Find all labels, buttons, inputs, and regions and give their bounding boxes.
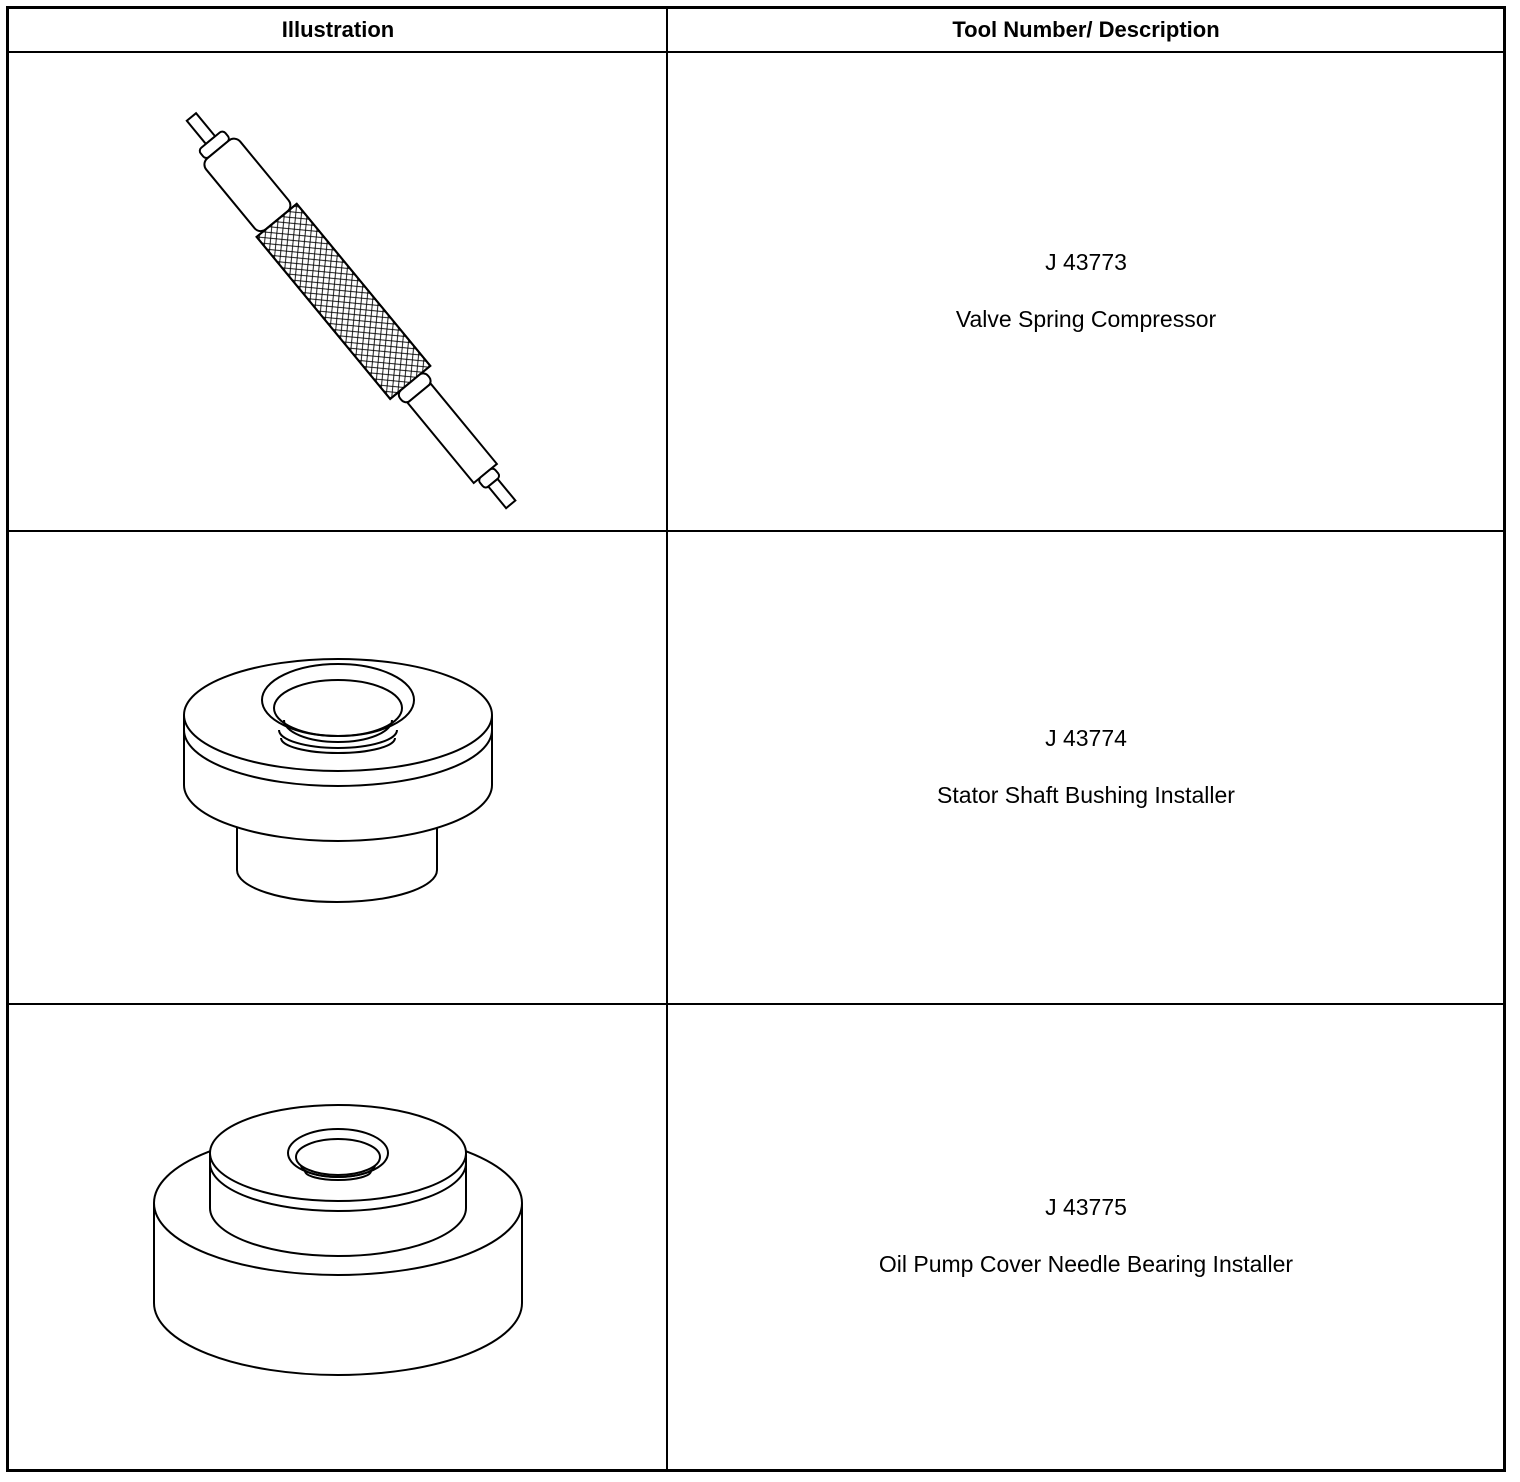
tool-number: J 43774: [1045, 724, 1127, 751]
stepped-bearing-installer-icon: [9, 1003, 667, 1469]
tool-description: Stator Shaft Bushing Installer: [937, 781, 1235, 808]
tool-description-cell: [669, 51, 1503, 530]
tool-description-cell: [669, 530, 1503, 1003]
table-header: [9, 9, 1503, 53]
tool-description: Oil Pump Cover Needle Bearing Installer: [878, 1251, 1294, 1277]
header-illustration: Illustration: [281, 17, 395, 42]
tool-description: Valve Spring Compressor: [955, 305, 1217, 332]
table-row: [9, 530, 1503, 1005]
knurled-handle-tool-icon: [9, 51, 667, 530]
tool-number: J 43775: [1045, 1194, 1127, 1220]
table-row: [9, 1003, 1503, 1469]
tool-table: [6, 6, 1506, 1472]
table-row: [9, 51, 1503, 532]
header-tool-description: Tool Number/ Description: [952, 17, 1220, 42]
tool-number: J 43773: [1045, 248, 1127, 275]
tool-description-cell: [669, 1003, 1503, 1469]
stepped-bushing-installer-icon: [9, 530, 667, 1003]
